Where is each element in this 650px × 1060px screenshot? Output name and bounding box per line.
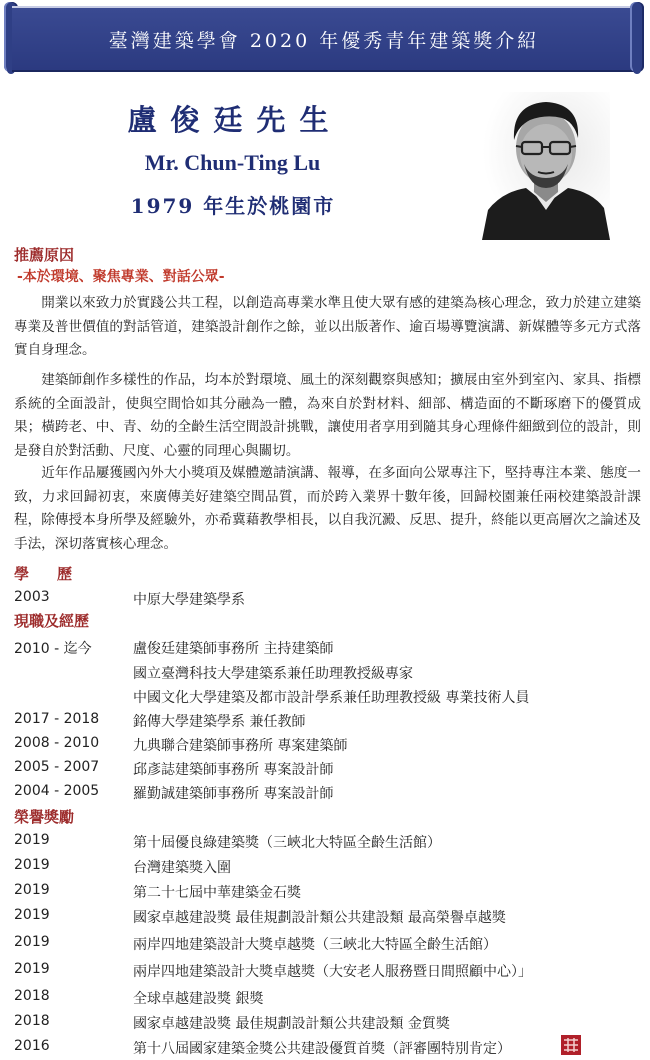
recommendation-paragraph: 近年作品屢獲國內外大小獎項及媒體邀請演講、報導，在多面向公眾專注下，堅持專注本業、態度一致，力求回歸初衷，來廣傳美好建築空間品質，而於跨入業界十數年後，回歸校園兼任兩校建築設計課程，除傳授本身所學及經驗外，亦希冀藉教學相長，以自我沉澱、反思、提升，終能以更高層次之論述及手法，深切落實核心理念。 [14, 465, 641, 552]
recommendation-heading: 推薦原因 [14, 246, 75, 264]
experience-desc: 盧俊廷建築師事務所 主持建築師 [133, 641, 334, 657]
experience-desc: 中國文化大學建築及都市設計學系兼任助理教授級 專業技術人員 [133, 690, 530, 706]
experience-year: 2017 - 2018 [14, 711, 100, 727]
education-desc: 中原大學建築學系 [133, 592, 245, 608]
award-desc: 國家卓越建設獎 最佳規劃設計類公共建設類 最高榮譽卓越獎 [133, 910, 506, 926]
banner-bar [12, 6, 636, 72]
award-desc: 國家卓越建設獎 最佳規劃設計類公共建設類 金質獎 [133, 1016, 450, 1032]
red-seal-icon [560, 1034, 582, 1056]
award-year: 2016 [14, 1038, 50, 1054]
award-desc: 全球卓越建設獎 銀獎 [133, 991, 264, 1007]
award-desc: 兩岸四地建築設計大獎卓越獎（三峽北大特區全齡生活館） [133, 937, 497, 953]
award-desc: 台灣建築獎入圍 [133, 860, 231, 876]
portrait-photo [482, 92, 610, 240]
experience-desc: 國立臺灣科技大學建築系兼任助理教授級專家 [133, 666, 413, 682]
recommendation-paragraph: 開業以來致力於實踐公共工程，以創造高專業水準且使大眾有感的建築為核心理念，致力於建立建築專業及普世價值的對話管道，建築設計創作之餘，並以出版著作、逾百場導覽演講、新媒體等多元方式落實自身理念。 [14, 295, 641, 358]
award-desc: 第二十七屆中華建築金石獎 [133, 885, 301, 901]
experience-desc: 九典聯合建築師事務所 專案建築師 [133, 738, 348, 754]
education-heading: 學歷 [14, 565, 101, 583]
experience-year: 2008 - 2010 [14, 735, 100, 751]
recommendation-paragraph: 建築師創作多樣性的作品，均本於對環境、風土的深刻觀察與感知；擴展由室外到室內、家具、指標系統的全面設計，使與空間恰如其分融為一體，為來自於對材料、細部、構造面的不斷琢磨下的優質成果；橫跨老、中、青、幼的全齡生活空間設計挑戰，讓使用者享用到隨其身心理條件細緻到位的設計，則是發自於對活動、尺度、心靈的同理心與關切。 [14, 372, 641, 459]
title-banner [0, 0, 650, 76]
award-year: 2019 [14, 857, 50, 873]
name-english: Mr. Chun-Ting Lu [144, 150, 321, 175]
award-year: 2019 [14, 882, 50, 898]
award-year: 2019 [14, 934, 50, 950]
award-desc: 兩岸四地建築設計大獎卓越獎（大安老人服務暨日間照顧中心）」 [133, 964, 532, 980]
award-desc: 第十屆優良綠建築獎（三峽北大特區全齡生活館） [133, 835, 441, 851]
award-year: 2019 [14, 961, 50, 977]
award-year: 2018 [14, 1013, 50, 1029]
award-year: 2019 [14, 832, 50, 848]
award-year: 2019 [14, 907, 50, 923]
banner-title: 臺灣建築學會 2020 年優秀青年建築獎介紹 [108, 29, 540, 52]
award-year: 2018 [14, 988, 50, 1004]
experience-year: 2004 - 2005 [14, 783, 100, 799]
experience-desc: 羅勤誠建築師事務所 專案設計師 [133, 786, 334, 802]
experience-heading: 現職及經歷 [14, 612, 90, 630]
experience-desc: 邱彥誌建築師事務所 專案設計師 [133, 762, 334, 778]
award-desc: 第十八屆國家建築金獎公共建設優質首獎（評審團特別肯定） [133, 1041, 511, 1057]
recommendation-slogan: -本於環境、聚焦專業、對話公眾- [17, 269, 225, 285]
experience-year: 2010 - 迄今 [14, 641, 92, 657]
education-year: 2003 [14, 589, 50, 605]
experience-desc: 銘傳大學建築學系 兼任教師 [133, 714, 306, 730]
scroll-end-right-icon [630, 2, 644, 72]
name-chinese: 盧俊廷先生 [127, 103, 343, 137]
birth-info: 1979 年生於桃園市 [130, 194, 336, 218]
experience-year: 2005 - 2007 [14, 759, 100, 775]
awards-heading: 榮譽獎勵 [14, 808, 75, 826]
portrait-illustration [482, 92, 610, 240]
